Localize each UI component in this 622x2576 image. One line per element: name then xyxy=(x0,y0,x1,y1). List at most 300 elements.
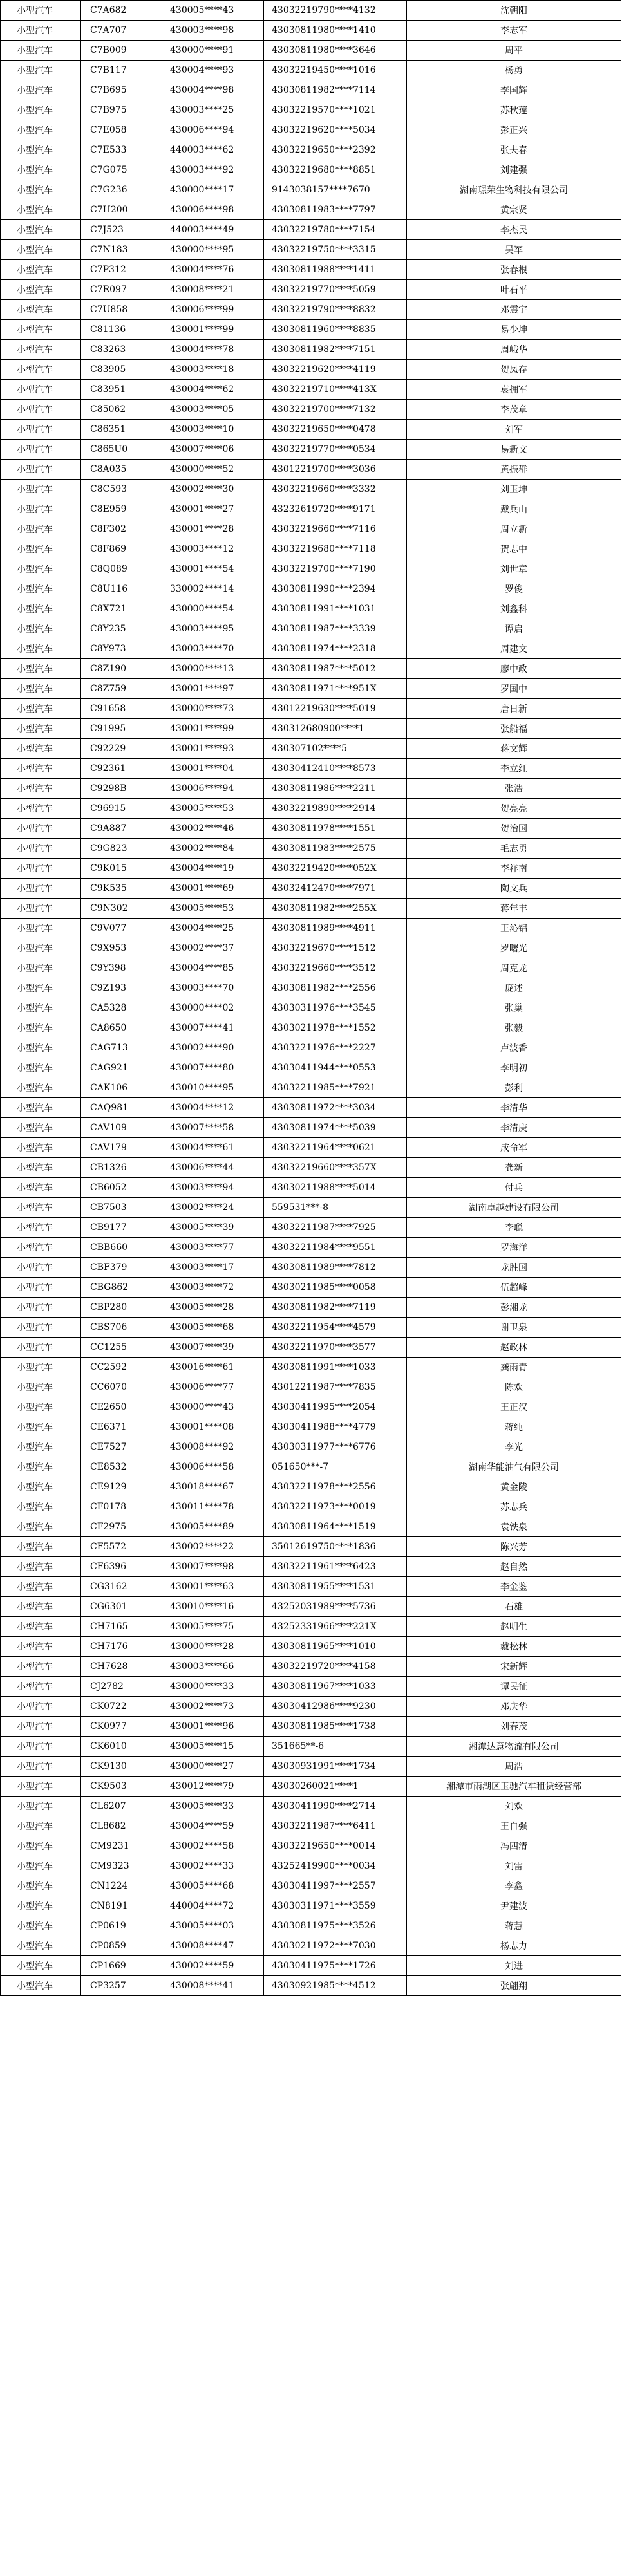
id-number-cell: 43030931991****1734 xyxy=(264,1757,407,1777)
id-number-cell: 43030211985****0058 xyxy=(264,1278,407,1298)
owner-name-cell: 陈欢 xyxy=(407,1377,621,1397)
id-number-cell: 43030811982****2556 xyxy=(264,978,407,998)
owner-name-cell: 张船福 xyxy=(407,719,621,739)
vehicle-type-cell: 小型汽车 xyxy=(1,180,81,200)
id-number-cell: 43030811989****4911 xyxy=(264,919,407,938)
owner-name-cell: 杨志力 xyxy=(407,1936,621,1956)
plate-number-cell: C7B975 xyxy=(81,100,162,120)
id-number-cell: 43032219710****413X xyxy=(264,380,407,400)
vehicle-type-cell: 小型汽车 xyxy=(1,1737,81,1757)
table-row xyxy=(1,480,621,499)
owner-name-cell: 李志军 xyxy=(407,21,621,41)
owner-name-cell: 唐日新 xyxy=(407,699,621,719)
owner-name-cell: 陈兴芳 xyxy=(407,1537,621,1557)
table-row xyxy=(1,1377,621,1397)
owner-name-cell: 李清华 xyxy=(407,1098,621,1118)
table-row xyxy=(1,599,621,619)
plate-number-cell: CK0977 xyxy=(81,1717,162,1737)
plate-number-cell: C9G823 xyxy=(81,839,162,859)
plate-number-cell: CH7176 xyxy=(81,1637,162,1657)
vehicle-type-cell: 小型汽车 xyxy=(1,61,81,80)
vehicle-type-cell: 小型汽车 xyxy=(1,41,81,61)
table-row xyxy=(1,739,621,759)
plate-number-cell: C7N183 xyxy=(81,240,162,260)
code-cell: 430001****54 xyxy=(162,559,264,579)
owner-name-cell: 赵明生 xyxy=(407,1617,621,1637)
owner-name-cell: 刘春茂 xyxy=(407,1717,621,1737)
id-number-cell: 43030811982****255X xyxy=(264,899,407,919)
id-number-cell: 43032219650****2392 xyxy=(264,140,407,160)
code-cell: 430003****10 xyxy=(162,420,264,440)
owner-name-cell: 刘军 xyxy=(407,420,621,440)
plate-number-cell: C7P312 xyxy=(81,260,162,280)
owner-name-cell: 罗国中 xyxy=(407,679,621,699)
table-row xyxy=(1,1497,621,1517)
id-number-cell: 43030811971****951X xyxy=(264,679,407,699)
table-row xyxy=(1,1816,621,1836)
owner-name-cell: 周建文 xyxy=(407,639,621,659)
id-number-cell: 43252331966****221X xyxy=(264,1617,407,1637)
vehicle-type-cell: 小型汽车 xyxy=(1,440,81,460)
code-cell: 430000****43 xyxy=(162,1397,264,1417)
code-cell: 430005****75 xyxy=(162,1617,264,1637)
plate-number-cell: C8F869 xyxy=(81,539,162,559)
code-cell: 430003****25 xyxy=(162,100,264,120)
vehicle-type-cell: 小型汽车 xyxy=(1,400,81,420)
plate-number-cell: CE7527 xyxy=(81,1437,162,1457)
vehicle-type-cell: 小型汽车 xyxy=(1,360,81,380)
vehicle-type-cell: 小型汽车 xyxy=(1,1836,81,1856)
code-cell: 430018****67 xyxy=(162,1477,264,1497)
plate-number-cell: C7H200 xyxy=(81,200,162,220)
vehicle-type-cell: 小型汽车 xyxy=(1,1777,81,1797)
id-number-cell: 43032219670****1512 xyxy=(264,938,407,958)
table-row xyxy=(1,619,621,639)
vehicle-type-cell: 小型汽车 xyxy=(1,80,81,100)
vehicle-type-cell: 小型汽车 xyxy=(1,1617,81,1637)
code-cell: 430003****05 xyxy=(162,400,264,420)
plate-number-cell: C8Q089 xyxy=(81,559,162,579)
vehicle-type-cell: 小型汽车 xyxy=(1,1377,81,1397)
id-number-cell: 43032219790****4132 xyxy=(264,1,407,21)
owner-name-cell: 贺治国 xyxy=(407,819,621,839)
code-cell: 430002****90 xyxy=(162,1038,264,1058)
vehicle-type-cell: 小型汽车 xyxy=(1,1856,81,1876)
vehicle-type-cell: 小型汽车 xyxy=(1,1976,81,1996)
plate-number-cell: CAV109 xyxy=(81,1118,162,1138)
plate-number-cell: C9N302 xyxy=(81,899,162,919)
owner-name-cell: 贺志中 xyxy=(407,539,621,559)
vehicle-type-cell: 小型汽车 xyxy=(1,1497,81,1517)
table-row xyxy=(1,1856,621,1876)
table-row xyxy=(1,1457,621,1477)
vehicle-type-cell: 小型汽车 xyxy=(1,1637,81,1657)
code-cell: 430000****28 xyxy=(162,1637,264,1657)
vehicle-type-cell: 小型汽车 xyxy=(1,1218,81,1238)
vehicle-type-cell: 小型汽车 xyxy=(1,859,81,879)
table-row xyxy=(1,1437,621,1457)
vehicle-type-cell: 小型汽车 xyxy=(1,779,81,799)
id-number-cell: 43030211988****5014 xyxy=(264,1178,407,1198)
vehicle-type-cell: 小型汽车 xyxy=(1,1956,81,1976)
code-cell: 430000****73 xyxy=(162,699,264,719)
table-row xyxy=(1,1298,621,1318)
table-row xyxy=(1,1018,621,1038)
vehicle-type-cell: 小型汽车 xyxy=(1,160,81,180)
code-cell: 430008****92 xyxy=(162,1437,264,1457)
owner-name-cell: 李光 xyxy=(407,1437,621,1457)
table-row xyxy=(1,978,621,998)
id-number-cell: 43030811974****2318 xyxy=(264,639,407,659)
code-cell: 430000****13 xyxy=(162,659,264,679)
code-cell: 430006****77 xyxy=(162,1377,264,1397)
table-row xyxy=(1,1677,621,1697)
table-row xyxy=(1,539,621,559)
id-number-cell: 43032412470****7971 xyxy=(264,879,407,899)
owner-name-cell: 周平 xyxy=(407,41,621,61)
table-row xyxy=(1,719,621,739)
owner-name-cell: 吴军 xyxy=(407,240,621,260)
vehicle-type-cell: 小型汽车 xyxy=(1,559,81,579)
plate-number-cell: C8F302 xyxy=(81,519,162,539)
id-number-cell: 43032211961****6423 xyxy=(264,1557,407,1577)
code-cell: 430003****77 xyxy=(162,1238,264,1258)
id-number-cell: 43030211972****7030 xyxy=(264,1936,407,1956)
id-number-cell: 43030811967****1033 xyxy=(264,1677,407,1697)
vehicle-type-cell: 小型汽车 xyxy=(1,340,81,360)
id-number-cell: 43030811982****7151 xyxy=(264,340,407,360)
owner-name-cell: 刘鑫科 xyxy=(407,599,621,619)
code-cell: 430005****15 xyxy=(162,1737,264,1757)
code-cell: 430004****76 xyxy=(162,260,264,280)
owner-name-cell: 宋新辉 xyxy=(407,1657,621,1677)
id-number-cell: 43030412410****8573 xyxy=(264,759,407,779)
owner-name-cell: 陶文兵 xyxy=(407,879,621,899)
code-cell: 430000****52 xyxy=(162,460,264,480)
plate-number-cell: C9Y398 xyxy=(81,958,162,978)
vehicle-type-cell: 小型汽车 xyxy=(1,1358,81,1377)
owner-name-cell: 苏志兵 xyxy=(407,1497,621,1517)
vehicle-type-cell: 小型汽车 xyxy=(1,1657,81,1677)
code-cell: 430006****98 xyxy=(162,200,264,220)
vehicle-type-cell: 小型汽车 xyxy=(1,1876,81,1896)
id-number-cell: 43030311976****3545 xyxy=(264,998,407,1018)
table-row xyxy=(1,200,621,220)
id-number-cell: 43030411975****1726 xyxy=(264,1956,407,1976)
plate-number-cell: CJ2782 xyxy=(81,1677,162,1697)
table-row xyxy=(1,1477,621,1497)
code-cell: 430002****84 xyxy=(162,839,264,859)
code-cell: 430007****41 xyxy=(162,1018,264,1038)
code-cell: 430003****12 xyxy=(162,539,264,559)
table-row xyxy=(1,180,621,200)
table-row xyxy=(1,1637,621,1657)
owner-name-cell: 张春根 xyxy=(407,260,621,280)
code-cell: 430002****59 xyxy=(162,1956,264,1976)
code-cell: 430002****37 xyxy=(162,938,264,958)
plate-number-cell: CF0178 xyxy=(81,1497,162,1517)
plate-number-cell: C7J523 xyxy=(81,220,162,240)
code-cell: 430004****19 xyxy=(162,859,264,879)
vehicle-type-cell: 小型汽车 xyxy=(1,240,81,260)
code-cell: 430003****18 xyxy=(162,360,264,380)
owner-name-cell: 周峨华 xyxy=(407,340,621,360)
code-cell: 430004****61 xyxy=(162,1138,264,1158)
table-row xyxy=(1,1198,621,1218)
plate-number-cell: C96915 xyxy=(81,799,162,819)
vehicle-type-cell: 小型汽车 xyxy=(1,1318,81,1338)
table-row xyxy=(1,659,621,679)
owner-name-cell: 彭利 xyxy=(407,1078,621,1098)
vehicle-type-cell: 小型汽车 xyxy=(1,21,81,41)
id-number-cell: 43032211964****0621 xyxy=(264,1138,407,1158)
owner-name-cell: 刘玉坤 xyxy=(407,480,621,499)
code-cell: 430001****96 xyxy=(162,1717,264,1737)
code-cell: 440004****72 xyxy=(162,1896,264,1916)
id-number-cell: 43030811982****7114 xyxy=(264,80,407,100)
table-row xyxy=(1,160,621,180)
plate-number-cell: CN1224 xyxy=(81,1876,162,1896)
plate-number-cell: C7G075 xyxy=(81,160,162,180)
plate-number-cell: CK0722 xyxy=(81,1697,162,1717)
owner-name-cell: 李祥南 xyxy=(407,859,621,879)
vehicle-type-cell: 小型汽车 xyxy=(1,1677,81,1697)
plate-number-cell: C81136 xyxy=(81,320,162,340)
id-number-cell: 43030811978****1551 xyxy=(264,819,407,839)
id-number-cell: 43030811982****7119 xyxy=(264,1298,407,1318)
code-cell: 430004****85 xyxy=(162,958,264,978)
table-row xyxy=(1,1258,621,1278)
plate-number-cell: CB7503 xyxy=(81,1198,162,1218)
owner-name-cell: 湖南华能油气有限公司 xyxy=(407,1457,621,1477)
table-row xyxy=(1,360,621,380)
code-cell: 430005****43 xyxy=(162,1,264,21)
owner-name-cell: 李杰民 xyxy=(407,220,621,240)
plate-number-cell: C7B117 xyxy=(81,61,162,80)
owner-name-cell: 罗海洋 xyxy=(407,1238,621,1258)
code-cell: 430005****03 xyxy=(162,1916,264,1936)
vehicle-type-cell: 小型汽车 xyxy=(1,1417,81,1437)
table-row xyxy=(1,559,621,579)
plate-number-cell: C85062 xyxy=(81,400,162,420)
plate-number-cell: C7A682 xyxy=(81,1,162,21)
id-number-cell: 43012211987****7835 xyxy=(264,1377,407,1397)
code-cell: 430006****94 xyxy=(162,779,264,799)
plate-number-cell: CAG921 xyxy=(81,1058,162,1078)
id-number-cell: 43030811960****8835 xyxy=(264,320,407,340)
owner-name-cell: 龙胜国 xyxy=(407,1258,621,1278)
owner-name-cell: 蒋年丰 xyxy=(407,899,621,919)
code-cell: 430005****39 xyxy=(162,1218,264,1238)
id-number-cell: 43012219630****5019 xyxy=(264,699,407,719)
table-row xyxy=(1,919,621,938)
table-row xyxy=(1,1836,621,1856)
owner-name-cell: 袁拥军 xyxy=(407,380,621,400)
plate-number-cell: CB1326 xyxy=(81,1158,162,1178)
table-row xyxy=(1,1956,621,1976)
code-cell: 430002****22 xyxy=(162,1537,264,1557)
table-row xyxy=(1,140,621,160)
owner-name-cell: 冯四清 xyxy=(407,1836,621,1856)
table-row xyxy=(1,679,621,699)
vehicle-type-cell: 小型汽车 xyxy=(1,1437,81,1457)
id-number-cell: 43030811955****1531 xyxy=(264,1577,407,1597)
id-number-cell: 43030921985****4512 xyxy=(264,1976,407,1996)
vehicle-type-cell: 小型汽车 xyxy=(1,759,81,779)
vehicle-type-cell: 小型汽车 xyxy=(1,879,81,899)
vehicle-type-cell: 小型汽车 xyxy=(1,1557,81,1577)
id-number-cell: 43030411995****2054 xyxy=(264,1397,407,1417)
code-cell: 430004****78 xyxy=(162,340,264,360)
id-number-cell: 43030411997****2557 xyxy=(264,1876,407,1896)
table-row xyxy=(1,220,621,240)
owner-name-cell: 周浩 xyxy=(407,1757,621,1777)
owner-name-cell: 袁铁泉 xyxy=(407,1517,621,1537)
plate-number-cell: CP0619 xyxy=(81,1916,162,1936)
id-number-cell: 43032219700****7190 xyxy=(264,559,407,579)
plate-number-cell: CAQ981 xyxy=(81,1098,162,1118)
code-cell: 430000****27 xyxy=(162,1757,264,1777)
table-row xyxy=(1,420,621,440)
plate-number-cell: CA8650 xyxy=(81,1018,162,1038)
id-number-cell: 43032219570****1021 xyxy=(264,100,407,120)
owner-name-cell: 黄金陵 xyxy=(407,1477,621,1497)
vehicle-type-cell: 小型汽车 xyxy=(1,679,81,699)
table-row xyxy=(1,1537,621,1557)
vehicle-type-cell: 小型汽车 xyxy=(1,1457,81,1477)
owner-name-cell: 贺凤存 xyxy=(407,360,621,380)
vehicle-type-cell: 小型汽车 xyxy=(1,1278,81,1298)
owner-name-cell: 戴兵山 xyxy=(407,499,621,519)
id-number-cell: 43032219650****0014 xyxy=(264,1836,407,1856)
plate-number-cell: CP3257 xyxy=(81,1976,162,1996)
id-number-cell: 43032219720****4158 xyxy=(264,1657,407,1677)
plate-number-cell: C9298B xyxy=(81,779,162,799)
id-number-cell: 43032219890****2914 xyxy=(264,799,407,819)
plate-number-cell: CC2592 xyxy=(81,1358,162,1377)
owner-name-cell: 蒋文辉 xyxy=(407,739,621,759)
table-row xyxy=(1,1797,621,1816)
owner-name-cell: 伍超峰 xyxy=(407,1278,621,1298)
id-number-cell: 43030811972****3034 xyxy=(264,1098,407,1118)
vehicle-type-cell: 小型汽车 xyxy=(1,1936,81,1956)
table-row xyxy=(1,1098,621,1118)
code-cell: 430005****68 xyxy=(162,1876,264,1896)
owner-name-cell: 刘世章 xyxy=(407,559,621,579)
owner-name-cell: 邓庆华 xyxy=(407,1697,621,1717)
code-cell: 430012****79 xyxy=(162,1777,264,1797)
vehicle-type-cell: 小型汽车 xyxy=(1,1098,81,1118)
plate-number-cell: CC6070 xyxy=(81,1377,162,1397)
table-row xyxy=(1,779,621,799)
id-number-cell: 43030811985****1738 xyxy=(264,1717,407,1737)
vehicle-type-cell: 小型汽车 xyxy=(1,1517,81,1537)
code-cell: 430006****44 xyxy=(162,1158,264,1178)
id-number-cell: 43032219680****8851 xyxy=(264,160,407,180)
plate-number-cell: CBB660 xyxy=(81,1238,162,1258)
id-number-cell: 43032219650****0478 xyxy=(264,420,407,440)
vehicle-type-cell: 小型汽车 xyxy=(1,1477,81,1497)
plate-number-cell: CE2650 xyxy=(81,1397,162,1417)
vehicle-type-cell: 小型汽车 xyxy=(1,938,81,958)
table-row xyxy=(1,1278,621,1298)
owner-name-cell: 黄振群 xyxy=(407,460,621,480)
table-row xyxy=(1,759,621,779)
code-cell: 430003****66 xyxy=(162,1657,264,1677)
vehicle-type-cell: 小型汽车 xyxy=(1,1816,81,1836)
vehicle-type-cell: 小型汽车 xyxy=(1,619,81,639)
plate-number-cell: CK9503 xyxy=(81,1777,162,1797)
vehicle-type-cell: 小型汽车 xyxy=(1,739,81,759)
table-row xyxy=(1,340,621,360)
code-cell: 430008****41 xyxy=(162,1976,264,1996)
table-row xyxy=(1,1038,621,1058)
vehicle-type-cell: 小型汽车 xyxy=(1,579,81,599)
plate-number-cell: CC1255 xyxy=(81,1338,162,1358)
plate-number-cell: C86351 xyxy=(81,420,162,440)
table-row xyxy=(1,280,621,300)
code-cell: 430003****70 xyxy=(162,639,264,659)
code-cell: 430004****25 xyxy=(162,919,264,938)
vehicle-type-cell: 小型汽车 xyxy=(1,1238,81,1258)
owner-name-cell: 成命军 xyxy=(407,1138,621,1158)
owner-name-cell: 邓震宇 xyxy=(407,300,621,320)
id-number-cell: 43030811983****7797 xyxy=(264,200,407,220)
vehicle-type-cell: 小型汽车 xyxy=(1,220,81,240)
code-cell: 430002****24 xyxy=(162,1198,264,1218)
id-number-cell: 43030811980****1410 xyxy=(264,21,407,41)
plate-number-cell: CF2975 xyxy=(81,1517,162,1537)
owner-name-cell: 张巢 xyxy=(407,998,621,1018)
table-row xyxy=(1,519,621,539)
plate-number-cell: C7B695 xyxy=(81,80,162,100)
code-cell: 430006****94 xyxy=(162,120,264,140)
code-cell: 430006****99 xyxy=(162,300,264,320)
plate-number-cell: C7R097 xyxy=(81,280,162,300)
code-cell: 430005****68 xyxy=(162,1318,264,1338)
vehicle-type-cell: 小型汽车 xyxy=(1,200,81,220)
vehicle-type-cell: 小型汽车 xyxy=(1,1896,81,1916)
code-cell: 430002****30 xyxy=(162,480,264,499)
vehicle-type-cell: 小型汽车 xyxy=(1,1078,81,1098)
vehicle-type-cell: 小型汽车 xyxy=(1,140,81,160)
id-number-cell: 43030811989****7812 xyxy=(264,1258,407,1278)
id-number-cell: 43032211976****2227 xyxy=(264,1038,407,1058)
owner-name-cell: 李金鉴 xyxy=(407,1577,621,1597)
code-cell: 430004****12 xyxy=(162,1098,264,1118)
vehicle-type-cell: 小型汽车 xyxy=(1,1158,81,1178)
code-cell: 430007****98 xyxy=(162,1557,264,1577)
id-number-cell: 35012619750****1836 xyxy=(264,1537,407,1557)
plate-number-cell: C8E959 xyxy=(81,499,162,519)
id-number-cell: 43032211954****4579 xyxy=(264,1318,407,1338)
code-cell: 430006****58 xyxy=(162,1457,264,1477)
code-cell: 430003****98 xyxy=(162,21,264,41)
table-row xyxy=(1,460,621,480)
vehicle-type-cell: 小型汽车 xyxy=(1,1338,81,1358)
table-row xyxy=(1,21,621,41)
vehicle-type-cell: 小型汽车 xyxy=(1,1537,81,1557)
owner-name-cell: 叶石平 xyxy=(407,280,621,300)
vehicle-type-cell: 小型汽车 xyxy=(1,1178,81,1198)
id-number-cell: 43030811980****3646 xyxy=(264,41,407,61)
vehicle-type-cell: 小型汽车 xyxy=(1,1198,81,1218)
code-cell: 430002****46 xyxy=(162,819,264,839)
vehicle-type-cell: 小型汽车 xyxy=(1,1258,81,1278)
table-row xyxy=(1,1717,621,1737)
id-number-cell: 430312680900****1 xyxy=(264,719,407,739)
table-row xyxy=(1,1358,621,1377)
